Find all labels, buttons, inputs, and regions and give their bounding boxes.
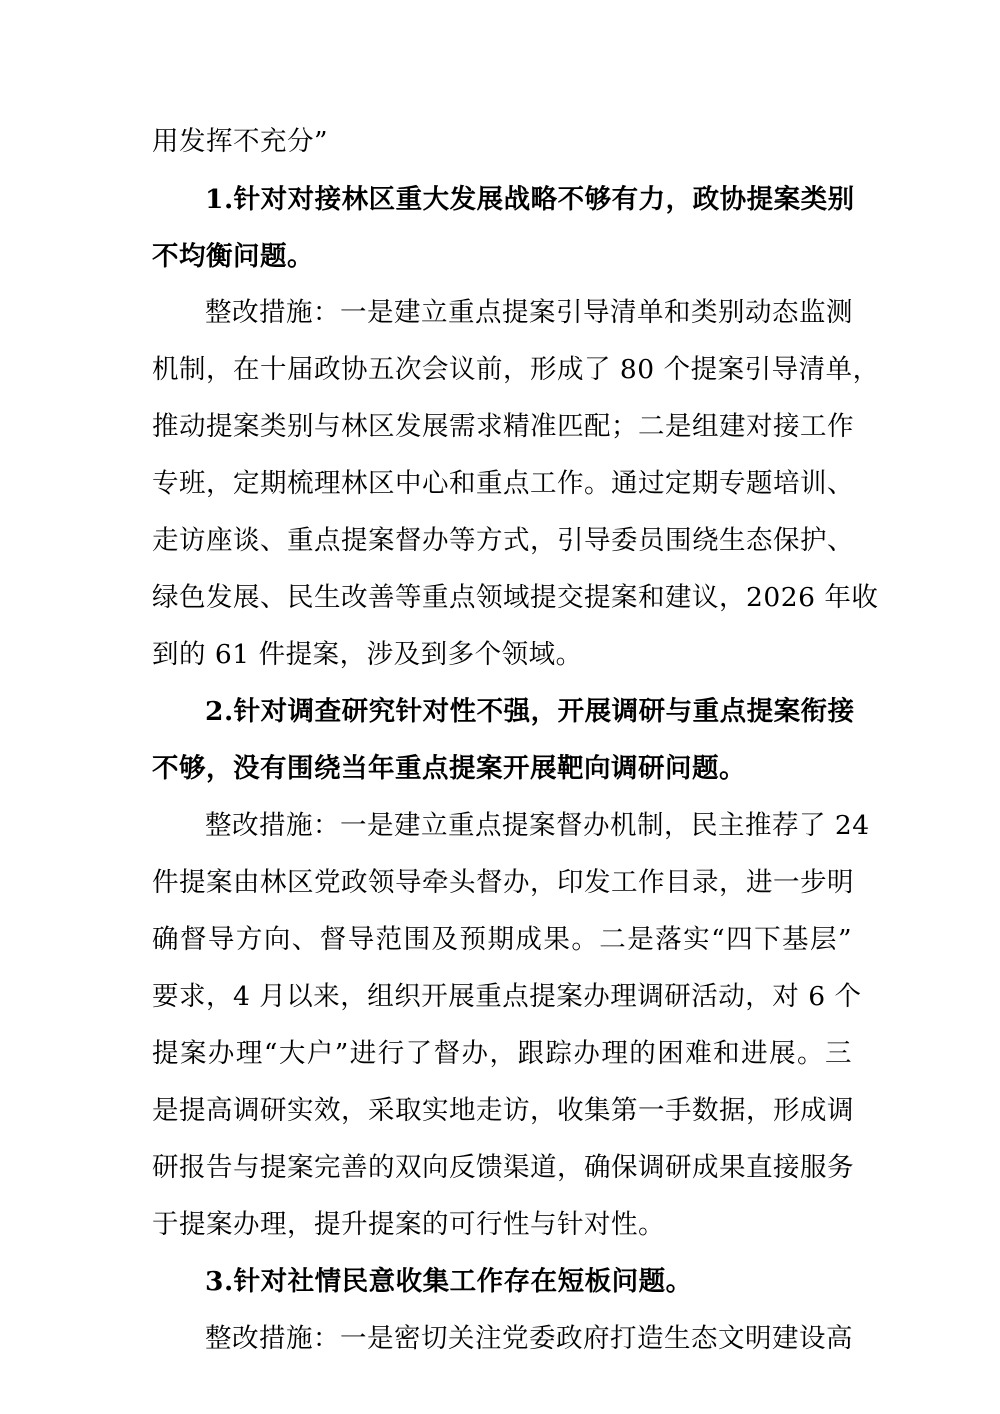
paragraph-line: 要求，4 月以来，组织开展重点提案办理调研活动，对 6 个 xyxy=(152,981,862,1012)
paragraph-line: 推动提案类别与林区发展需求精准匹配；二是组建对接工作 xyxy=(152,411,854,442)
paragraph-line: 到的 61 件提案，涉及到多个领域。 xyxy=(152,639,583,670)
paragraph-line: 机制，在十届政协五次会议前，形成了 80 个提案引导清单， xyxy=(152,354,880,385)
heading-line: 1.针对对接林区重大发展战略不够有力，政协提案类别 xyxy=(205,184,855,215)
heading-line: 3.针对社情民意收集工作存在短板问题。 xyxy=(205,1266,693,1297)
paragraph-line: 整改措施：一是建立重点提案引导清单和类别动态监测 xyxy=(205,297,853,328)
paragraph-line: 研报告与提案完善的双向反馈渠道，确保调研成果直接服务 xyxy=(152,1152,854,1183)
paragraph-line: 专班，定期梳理林区中心和重点工作。通过定期专题培训、 xyxy=(152,468,854,499)
paragraph-line: 整改措施：一是密切关注党委政府打造生态文明建设高 xyxy=(205,1323,853,1354)
heading-line: 不均衡问题。 xyxy=(152,241,314,272)
paragraph-line: 整改措施：一是建立重点提案督办机制，民主推荐了 24 xyxy=(205,810,870,841)
paragraph-line: 于提案办理，提升提案的可行性与针对性。 xyxy=(152,1209,665,1240)
paragraph-line: 走访座谈、重点提案督办等方式，引导委员围绕生态保护、 xyxy=(152,525,854,556)
paragraph-line: 提案办理“大户”进行了督办，跟踪办理的困难和进展。三 xyxy=(152,1038,852,1069)
paragraph-line: 绿色发展、民生改善等重点领域提交提案和建议，2026 年收 xyxy=(152,582,879,613)
heading-line: 不够，没有围绕当年重点提案开展靶向调研问题。 xyxy=(152,753,746,784)
paragraph-line: 用发挥不充分” xyxy=(152,126,329,157)
paragraph-line: 件提案由林区党政领导牵头督办，印发工作目录，进一步明 xyxy=(152,867,854,898)
paragraph-line: 确督导方向、督导范围及预期成果。二是落实“四下基层” xyxy=(152,924,852,955)
heading-line: 2.针对调查研究针对性不强，开展调研与重点提案衔接 xyxy=(205,696,855,727)
paragraph-line: 是提高调研实效，采取实地走访，收集第一手数据，形成调 xyxy=(152,1095,854,1126)
